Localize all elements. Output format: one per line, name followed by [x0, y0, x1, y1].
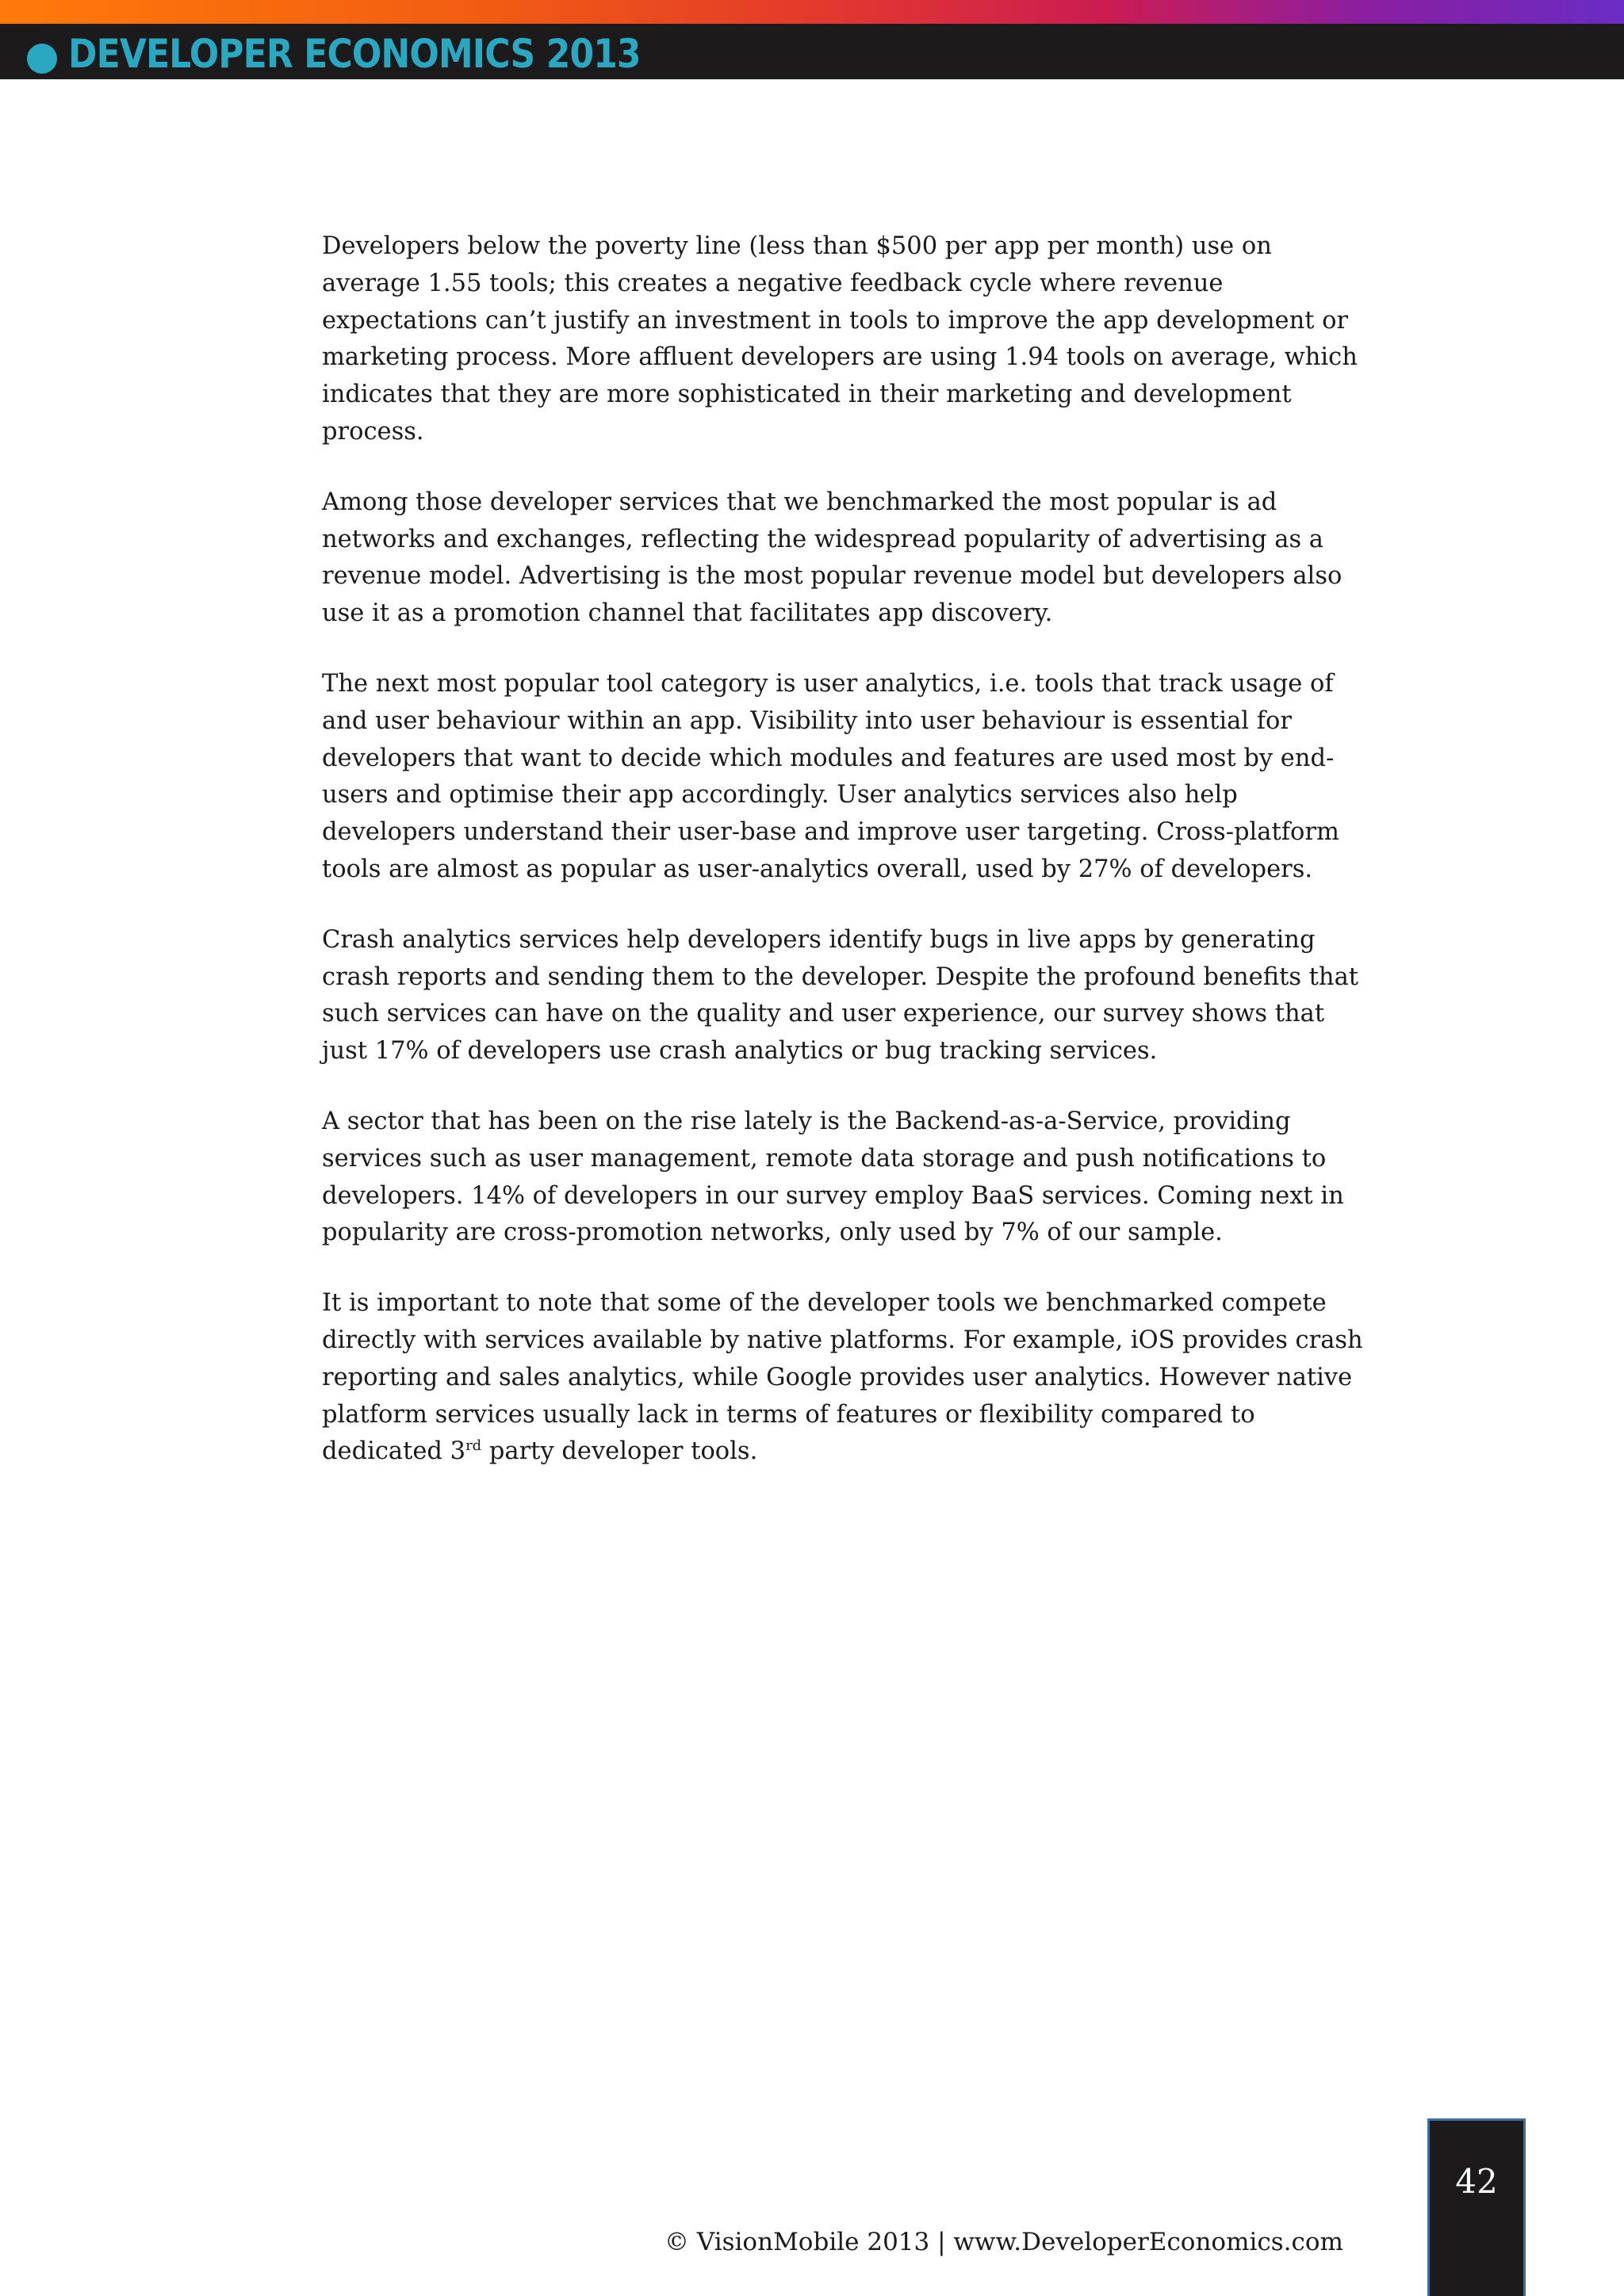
header-bullet-icon	[27, 44, 57, 74]
paragraph-ad-networks: Among those developer services that we benchmarked the most popular is ad networks and exchanges, reflecting the widespread popularity of advertising as a revenue model. Advertising is the most popular revenue model but developers also use it as a promotion channel that facilitates app discovery.	[322, 488, 1342, 628]
ordinal-number: 3	[450, 1437, 466, 1466]
paragraph-poverty-line: Developers below the poverty line (less than $500 per app per month) use on average 1.55 tools; this creates a negative feedback cycle where revenue expectations can’t justify an investment in tools to improve the app development or marketing process. More affluent developers are using 1.94 tools on average, which indicates that they are more sophisticated in their marketing and development process.	[322, 232, 1358, 446]
ordinal-suffix: rd	[465, 1437, 482, 1455]
paragraph-native-platforms	[322, 1285, 1377, 1471]
page-number: 42	[1455, 2162, 1498, 2201]
page-header	[0, 0, 1624, 79]
body-content	[322, 228, 1377, 1504]
paragraph-baas: A sector that has been on the rise lately is the Backend-as-a-Service, providing services such as user management, remote data storage and push notifications to developers. 14% of developers in our survey employ BaaS services. Coming next in popularity are cross-promotion networks, only used by 7% of our sample.	[322, 1107, 1344, 1247]
paragraph-crash-analytics: Crash analytics services help developers identify bugs in live apps by generating crash reports and sending them to the developer. Despite the profound benefits that such services can have on the quality and user experience, our survey shows that just 17% of developers use crash analytics or bug tracking services.	[322, 925, 1359, 1066]
header-gradient-strip	[0, 0, 1624, 24]
paragraph-user-analytics: The next most popular tool category is user analytics, i.e. tools that track usage of and user behaviour within an app. Visibility into user behaviour is essential for developers that want to decide which modules and features are used most by end-users and optimise their app accordingly. User analytics services also help developers understand their user-base and improve user targeting. Cross-platform tools are almost as popular as user-analytics overall, used by 27% of developers.	[322, 669, 1339, 883]
page-number-box	[1427, 2118, 1526, 2296]
footer-copyright: © VisionMobile 2013 | www.DeveloperEconomics.com	[665, 2228, 1343, 2256]
header-title: DEVELOPER ECONOMICS 2013	[68, 31, 641, 77]
paragraph-native-platforms-text: It is important to note that some of the developer tools we benchmarked compete directly with services available by native platforms. For example, iOS provides crash reporting and sales analytics, while Google provides user analytics. However native platform services usually lack in terms of features or flexibility compared to dedicated	[322, 1289, 1363, 1466]
paragraph-native-platforms-end: party developer tools.	[481, 1437, 758, 1466]
